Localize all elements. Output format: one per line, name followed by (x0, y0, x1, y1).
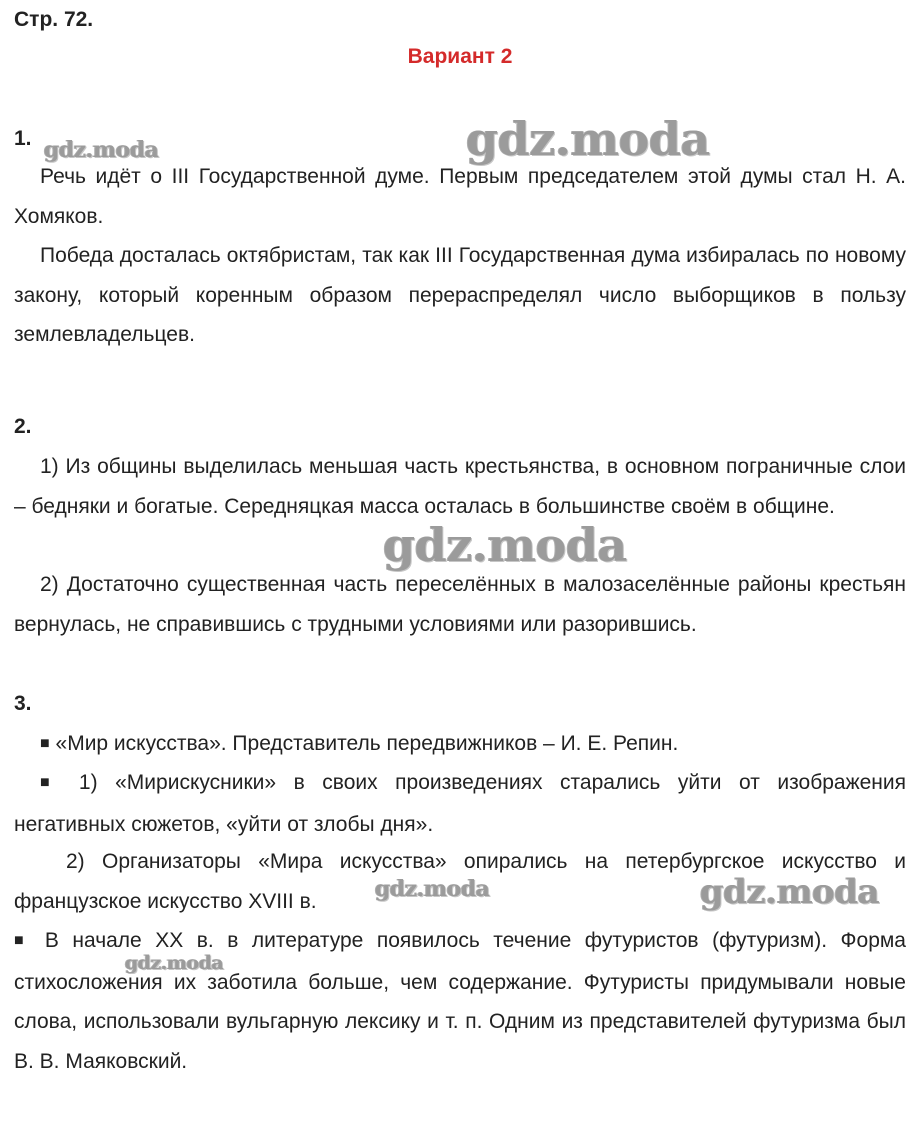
watermark-logo: gdz.moda (125, 952, 224, 974)
bullet-icon: ■ (14, 932, 32, 949)
bullet-icon: ■ (40, 774, 62, 791)
watermark-logo: gdz.moda (375, 876, 490, 902)
task-number-3: 3. (14, 692, 32, 715)
task-number-1: 1. (14, 127, 32, 150)
task-2-paragraph-2: 2) Достаточно существенная часть переселённых в малозаселённые районы крестьян вернулась, не справившись с трудными условиями или разорившись. (14, 573, 906, 636)
task-3-paragraph-4-text: В начале XX в. в литературе появилось течение футуристов (футуризм). Форма стихосложения их заботила больше, чем содержание. Футуристы придумывали новые слова, использовали вульгарную лексику и т. п. Одним из представителей футуризма был В. В. Маяковский. (14, 929, 906, 1073)
task-3-paragraph-3: 2) Организаторы «Мира искусства» опирались на петербургское искусство и французское искусство XVIII в. (14, 850, 906, 913)
task-2-paragraph-1: 1) Из общины выделилась меньшая часть крестьянства, в основном пограничные слои – бедняки и богатые. Середняцкая масса осталась в большинстве своём в общине. (14, 455, 906, 518)
task-3-paragraph-2-text: 1) «Мирискусники» в своих произведениях старались уйти от изображения негативных сюжетов, «уйти от злобы дня». (14, 771, 907, 836)
variant-title: Вариант 2 (407, 45, 513, 68)
watermark-logo: gdz.moda (466, 112, 710, 166)
task-3-paragraph-1-text: «Мир искусства». Представитель передвижников – И. Е. Репин. (55, 732, 679, 755)
task-number-2: 2. (14, 415, 32, 438)
task-3-paragraph-2 (14, 763, 906, 844)
watermark-logo: gdz.moda (700, 872, 880, 912)
watermark-logo: gdz.moda (44, 137, 159, 163)
task-3-paragraph-4 (14, 921, 906, 1081)
page-header: Стр. 72. (14, 8, 94, 31)
task-1-paragraph-2: Победа досталась октябристам, так как III Государственная дума избиралась по новому закону, который коренным образом перераспределял число выборщиков в пользу землевладельцев. (14, 244, 906, 346)
watermark-logo: gdz.moda (383, 518, 627, 572)
bullet-icon: ■ (40, 735, 50, 752)
task-3-paragraph-1 (14, 724, 906, 766)
task-1-paragraph-1: Речь идёт о III Государственной думе. Первым председателем этой думы стал Н. А. Хомяков. (14, 165, 906, 228)
